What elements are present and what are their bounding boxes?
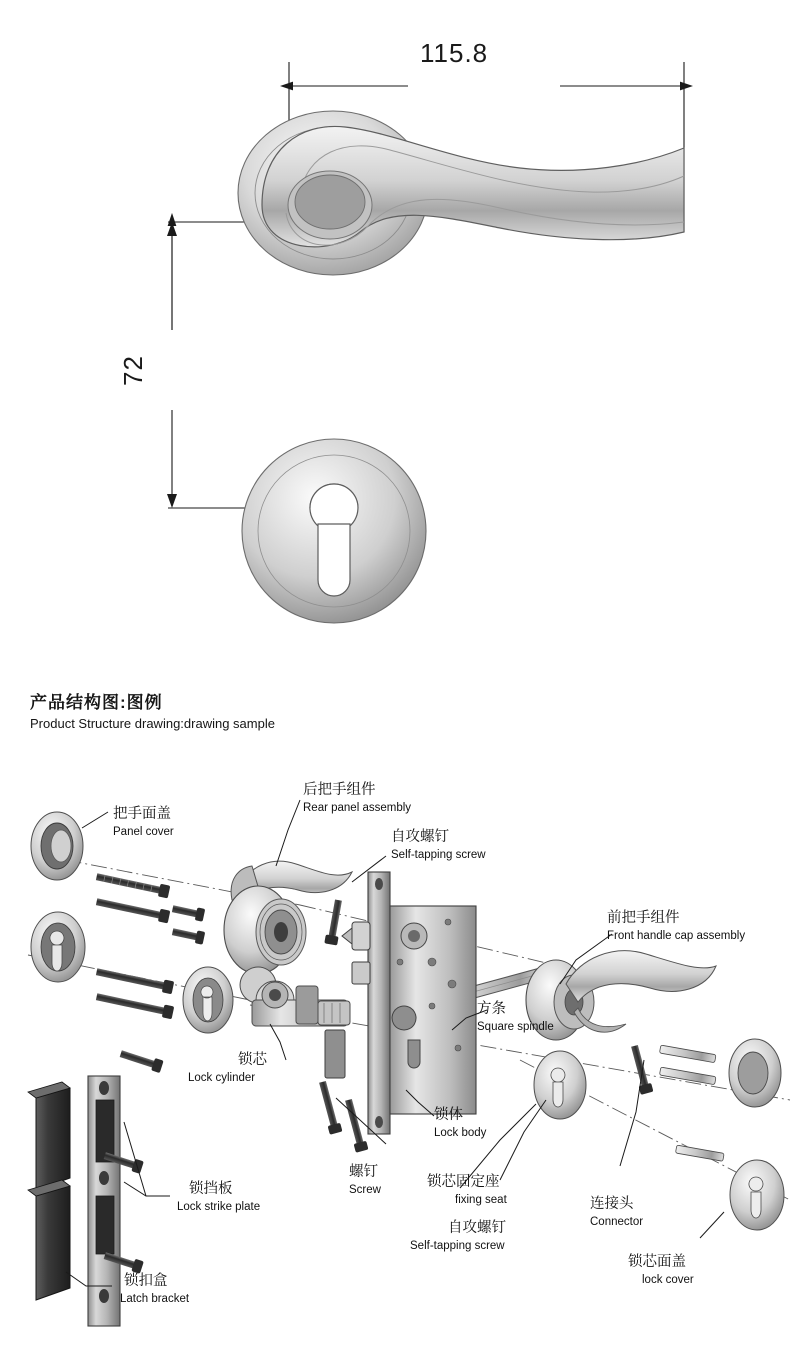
part-lock-strike-plate xyxy=(88,1076,120,1326)
callout-lock-cover-en: lock cover xyxy=(642,1274,694,1286)
callout-rear-panel xyxy=(303,781,411,816)
exploded-assembly xyxy=(28,800,790,1326)
callout-lock-cylinder-en: Lock cylinder xyxy=(188,1072,256,1084)
cylinder-rose-top xyxy=(242,439,426,623)
callout-lock-strike-plate-en: Lock strike plate xyxy=(177,1201,261,1213)
callout-self-tapping-screw-bottom xyxy=(410,1219,506,1254)
dimension-height-label: 72 xyxy=(117,355,148,386)
callout-lock-cylinder xyxy=(188,1051,267,1086)
part-screws-top xyxy=(95,870,205,944)
callout-panel-cover-cn: 把手面盖 xyxy=(113,806,171,822)
callout-screw-en: Screw xyxy=(349,1184,381,1196)
callout-front-handle xyxy=(607,909,745,944)
callout-screw xyxy=(349,1163,381,1198)
callout-front-handle-en: Front handle cap assembly xyxy=(607,930,746,942)
part-screws-second xyxy=(95,965,174,1019)
part-self-tapping-screw-top xyxy=(324,899,345,946)
dimension-lines xyxy=(167,62,684,508)
dimension-width-label: 115.8 xyxy=(420,38,489,68)
callout-latch-bracket-cn: 锁扣盒 xyxy=(124,1273,168,1289)
callout-lock-cylinder-cn: 锁芯 xyxy=(238,1052,267,1068)
callout-connector-cn: 连接头 xyxy=(590,1196,634,1212)
callout-rear-panel-en: Rear panel assembly xyxy=(303,802,412,814)
callout-fixing-seat-en: fixing seat xyxy=(455,1194,507,1206)
callout-latch-bracket-en: Latch bracket xyxy=(120,1293,190,1305)
callout-connector-en: Connector xyxy=(590,1216,644,1228)
callout-lock-cover-cn: 锁芯面盖 xyxy=(628,1254,686,1270)
callout-self-tapping-screw-bottom-cn: 自攻螺钉 xyxy=(448,1220,506,1236)
callout-square-spindle-cn: 方条 xyxy=(477,1001,506,1017)
callout-square-spindle xyxy=(477,1000,554,1035)
callout-fixing-seat xyxy=(427,1173,507,1208)
part-lock-cover-left xyxy=(31,912,85,982)
callout-front-handle-cn: 前把手组件 xyxy=(607,910,680,926)
callout-panel-cover-en: Panel cover xyxy=(113,826,174,838)
section-heading xyxy=(30,692,510,733)
callout-lock-strike-plate-cn: 锁挡板 xyxy=(189,1181,233,1197)
callout-self-tapping-screw-top xyxy=(391,828,486,863)
part-latch-bracket xyxy=(28,1082,70,1300)
part-fixing-seat-ring xyxy=(534,1051,586,1119)
callout-lock-body-en: Lock body xyxy=(434,1127,487,1139)
part-lock-cylinder xyxy=(240,967,350,1026)
part-front-handle-assembly xyxy=(526,951,716,1040)
part-panel-cover-right xyxy=(729,1039,781,1107)
part-panel-cover xyxy=(31,812,83,880)
callout-self-tapping-screw-top-en: Self-tapping screw xyxy=(391,849,486,861)
part-lock-cover-right xyxy=(730,1160,784,1230)
callout-self-tapping-screw-top-cn: 自攻螺钉 xyxy=(391,829,449,845)
handle-lever-top xyxy=(238,111,684,275)
callout-self-tapping-screw-bottom-en: Self-tapping screw xyxy=(410,1240,505,1252)
callout-lock-body xyxy=(434,1106,486,1141)
callout-rear-panel-cn: 后把手组件 xyxy=(303,782,376,798)
part-fixing-seat-left xyxy=(183,967,233,1033)
callout-lock-cover xyxy=(628,1253,694,1288)
callout-fixing-seat-cn: 锁芯固定座 xyxy=(427,1174,500,1190)
callout-screw-cn: 螺钉 xyxy=(349,1164,378,1180)
callout-square-spindle-en: Square spindle xyxy=(477,1021,554,1033)
callout-lock-body-cn: 锁体 xyxy=(434,1107,463,1123)
section-title-en: Product Structure drawing:drawing sample xyxy=(30,716,275,731)
part-connector-pins xyxy=(659,1045,724,1161)
section-title-cn: 产品结构图:图例 xyxy=(30,693,163,712)
callout-latch-bracket xyxy=(120,1272,189,1307)
callout-lock-strike-plate xyxy=(177,1180,260,1215)
callout-panel-cover xyxy=(113,805,174,840)
callout-connector xyxy=(590,1195,643,1230)
